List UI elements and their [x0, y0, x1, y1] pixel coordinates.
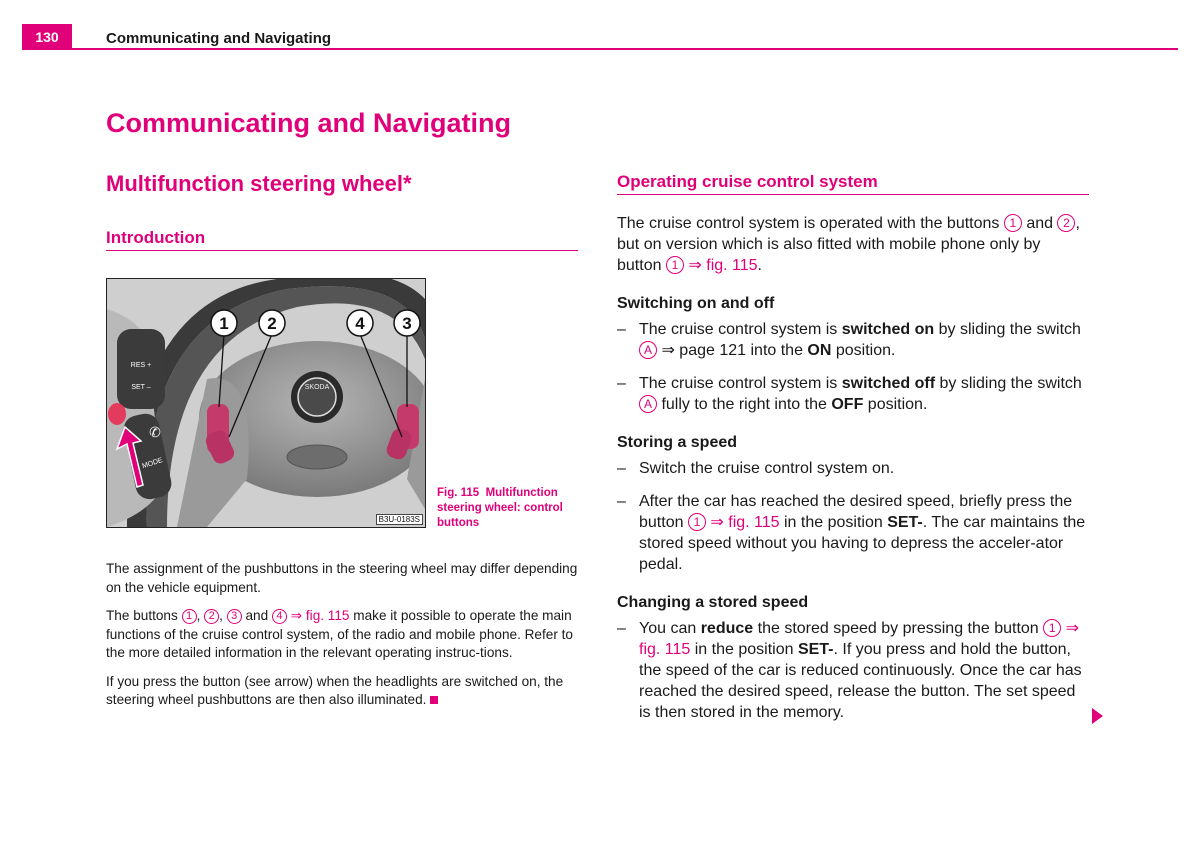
- dash: –: [617, 321, 626, 338]
- button-ref-1: 1: [688, 513, 706, 531]
- button-ref-2: 2: [204, 609, 219, 624]
- continue-arrow-icon[interactable]: [1092, 708, 1103, 724]
- text-span: .: [757, 257, 762, 274]
- phone-icon: ✆: [149, 425, 161, 441]
- steering-wheel-illustration: [107, 279, 425, 527]
- text-span: You can: [639, 620, 697, 637]
- right-body-text: [617, 213, 1089, 723]
- text-span: After the car has reached the desired speed, briefly press the button: [639, 493, 1073, 531]
- text-span: fully to the right into the: [661, 396, 827, 413]
- illumination-button: [108, 403, 126, 425]
- text-span: position.: [867, 396, 928, 413]
- bold-text: switched on: [841, 321, 935, 338]
- switching-heading: Switching on and off: [617, 295, 775, 312]
- left-body-text: [106, 560, 578, 720]
- paragraph-buttons: [106, 607, 578, 663]
- list-item: [617, 458, 1089, 479]
- end-square-icon: [430, 696, 438, 704]
- text-span: make it possible to operate the main functions of the cruise control system, of the radio and mobile phone. Refer to the more detailed information in the relevant operating instruc-tions.: [106, 608, 573, 660]
- svg-text:2: 2: [267, 314, 277, 333]
- chapter-title: Communicating and Navigating: [106, 108, 512, 138]
- button-ref-4: 4: [272, 609, 287, 624]
- text-span: . The car maintains the stored speed without you having to depress the acceler-ator pedal.: [639, 514, 1086, 573]
- paragraph-illumination: [106, 673, 578, 710]
- text-span: and: [245, 608, 269, 623]
- text-span: , but on version which is also fitted with mobile phone only by button: [617, 215, 1080, 274]
- button-ref-1: 1: [182, 609, 197, 624]
- page-number: 130: [22, 24, 72, 50]
- text-span: the stored speed by pressing the button: [757, 620, 1039, 637]
- text-span: ,: [196, 608, 201, 623]
- steering-wheel-figure: [106, 278, 426, 528]
- section-title: Multifunction steering wheel*: [106, 171, 412, 196]
- introduction-heading: Introduction: [106, 228, 578, 251]
- list-item: [617, 319, 1089, 361]
- figure-caption: [437, 486, 582, 531]
- svg-text:1: 1: [219, 314, 229, 333]
- bold-text: OFF: [831, 396, 864, 413]
- text-span: If you press the button (see arrow) when the headlights are switched on, the steering wheel pushbuttons are then also illuminated.: [106, 673, 564, 707]
- text-span: in the position: [784, 514, 883, 531]
- paragraph-assignment: The assignment of the pushbuttons in the steering wheel may differ depending on the vehicle equipment.: [106, 561, 578, 595]
- res-button-label: RES +: [130, 362, 152, 369]
- button-ref-1: 1: [1004, 214, 1022, 232]
- dash: –: [617, 620, 626, 637]
- callout-4: [347, 310, 373, 336]
- header-rule: [22, 48, 1178, 50]
- set-button-label: SET –: [131, 384, 151, 391]
- dash: –: [617, 460, 626, 477]
- svg-text:3: 3: [402, 314, 412, 333]
- figure-link[interactable]: ⇒ fig. 115: [290, 608, 350, 623]
- button-ref-3: 3: [227, 609, 242, 624]
- callout-2: [259, 310, 285, 336]
- figure-link[interactable]: ⇒ fig. 115: [710, 514, 780, 531]
- text-span: Switch the cruise control system on.: [639, 460, 895, 477]
- figure-code: B3U-0183S: [376, 514, 423, 525]
- text-span: ,: [219, 608, 223, 623]
- bold-text: SET-: [887, 514, 923, 531]
- figure-caption-label: Fig. 115: [437, 487, 480, 499]
- switch-ref-a: A: [639, 395, 657, 413]
- list-item: [617, 618, 1089, 723]
- text-span: The buttons: [106, 608, 178, 623]
- text-span: by sliding the switch: [938, 321, 1081, 338]
- dash: –: [617, 493, 626, 510]
- dash: –: [617, 375, 626, 392]
- list-item: [617, 373, 1089, 415]
- button-ref-1: 1: [1043, 619, 1061, 637]
- inset-button-cluster: [117, 329, 165, 409]
- storing-heading: Storing a speed: [617, 434, 738, 451]
- paragraph-cruise-intro: [617, 213, 1089, 276]
- switch-ref-a: A: [639, 341, 657, 359]
- text-span: by sliding the switch: [939, 375, 1082, 392]
- bold-text: switched off: [841, 375, 936, 392]
- figure-link[interactable]: ⇒ fig. 115: [688, 257, 758, 274]
- cruise-control-heading: Operating cruise control system: [617, 172, 1089, 195]
- callout-3: [394, 310, 420, 336]
- text-span: and: [1026, 215, 1054, 232]
- button-ref-1: 1: [666, 256, 684, 274]
- svg-text:4: 4: [355, 314, 365, 333]
- mode-button-label: MODE: [141, 457, 164, 471]
- text-span: ⇒ page 121 into the: [661, 342, 803, 359]
- logo-text: SKODA: [304, 384, 330, 391]
- text-span: The cruise control system is: [639, 375, 838, 392]
- bold-text: ON: [807, 342, 832, 359]
- running-title: Communicating and Navigating: [106, 30, 332, 47]
- text-span: position.: [835, 342, 896, 359]
- list-item: [617, 491, 1089, 575]
- bold-text: SET-: [797, 641, 834, 658]
- text-span: The cruise control system is operated with the buttons: [617, 215, 1000, 232]
- callout-1: [211, 310, 237, 336]
- changing-heading: Changing a stored speed: [617, 594, 809, 611]
- figure-caption-text: Multifunction steering wheel: control buttons: [437, 487, 563, 529]
- bold-text: reduce: [700, 620, 754, 637]
- text-span: The cruise control system is: [639, 321, 838, 338]
- figure-link[interactable]: ⇒ fig. 115: [639, 620, 1080, 658]
- text-span: in the position: [694, 641, 794, 658]
- button-ref-2: 2: [1057, 214, 1075, 232]
- text-span: . If you press and hold the button, the speed of the car is reduced continuously. Once the car has reached the desired speed, release the button. The set speed is then stored in the memory.: [639, 641, 1082, 721]
